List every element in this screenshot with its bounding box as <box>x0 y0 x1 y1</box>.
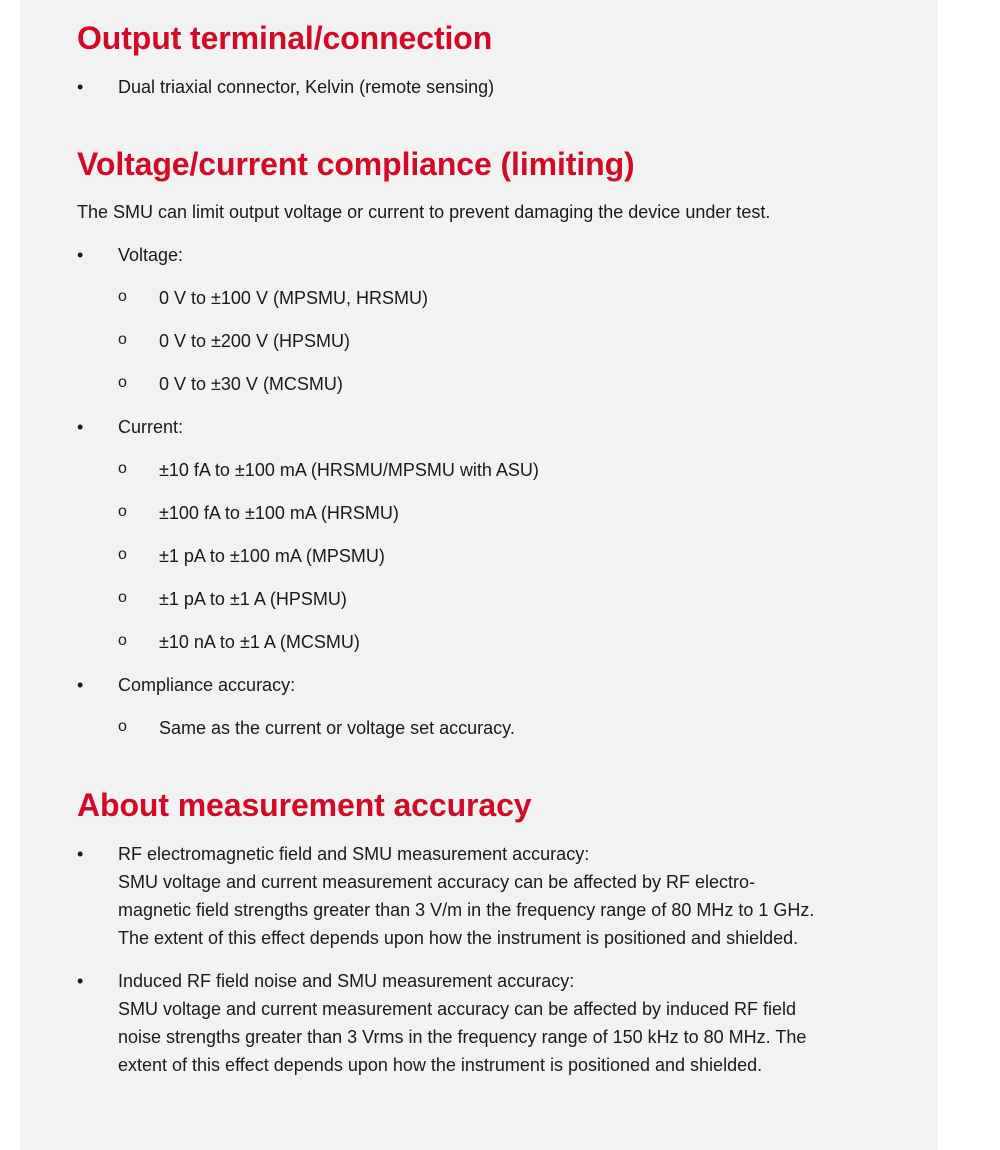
sub-bullet-icon: o <box>118 331 127 348</box>
list-item-text-line: noise strengths greater than 3 Vrms in the frequency range of 150 kHz to 80 MHz. The <box>118 1027 807 1047</box>
sub-list-item <box>77 499 907 527</box>
sub-list-item-text: Same as the current or voltage set accuracy. <box>159 718 515 738</box>
sub-list-item <box>77 714 907 742</box>
list-item-text-line: SMU voltage and current measurement accuracy can be affected by RF electro- <box>118 872 755 892</box>
section-measurement-accuracy <box>77 786 907 1079</box>
sub-bullet-icon: o <box>118 374 127 391</box>
section-title: Output terminal/connection <box>77 20 493 56</box>
sub-list-item <box>77 585 907 613</box>
document-content <box>77 0 907 1079</box>
sub-bullet-icon: o <box>118 589 127 606</box>
sub-list-item-text: ±100 fA to ±100 mA (HRSMU) <box>159 503 399 523</box>
sub-list-item <box>77 628 907 656</box>
sub-list-item-text: 0 V to ±100 V (MPSMU, HRSMU) <box>159 288 428 308</box>
list-item-text-line: SMU voltage and current measurement accuracy can be affected by induced RF field <box>118 999 797 1019</box>
sub-list-item-text: ±10 fA to ±100 mA (HRSMU/MPSMU with ASU) <box>159 460 539 480</box>
sub-list-item <box>77 284 907 312</box>
list-item <box>77 241 907 269</box>
section-title: About measurement accuracy <box>77 787 532 823</box>
sub-bullet-icon: o <box>118 288 127 305</box>
sub-list-item-text: 0 V to ±200 V (HPSMU) <box>159 331 350 351</box>
section-output-terminal <box>77 19 907 101</box>
sub-list-item <box>77 542 907 570</box>
list-item-text: Voltage: <box>118 245 184 265</box>
list-item <box>77 840 907 952</box>
sub-bullet-icon: o <box>118 632 127 649</box>
list-item <box>77 671 907 699</box>
sub-list-item-text: ±1 pA to ±1 A (HPSMU) <box>159 589 347 609</box>
list-item-text: Dual triaxial connector, Kelvin (remote sensing) <box>118 77 495 97</box>
sub-bullet-icon: o <box>118 718 127 735</box>
section-title: Voltage/current compliance (limiting) <box>77 146 635 182</box>
sub-bullet-icon: o <box>118 546 127 563</box>
bullet-icon: • <box>77 245 84 265</box>
sub-list-item-text: ±1 pA to ±100 mA (MPSMU) <box>159 546 385 566</box>
list-item-heading: Induced RF field noise and SMU measurement accuracy: <box>118 971 575 991</box>
list-item <box>77 413 907 441</box>
bullet-icon: • <box>77 844 84 864</box>
section-compliance <box>77 145 907 742</box>
sub-list-item-text: 0 V to ±30 V (MCSMU) <box>159 374 343 394</box>
list-item-text: Compliance accuracy: <box>118 675 296 695</box>
sub-list-item <box>77 456 907 484</box>
bullet-icon: • <box>77 417 84 437</box>
list-item-text: Current: <box>118 417 184 437</box>
section-intro: The SMU can limit output voltage or current to prevent damaging the device under test. <box>77 202 771 222</box>
sub-bullet-icon: o <box>118 503 127 520</box>
bullet-icon: • <box>77 971 84 991</box>
sub-bullet-icon: o <box>118 460 127 477</box>
sub-list-item <box>77 327 907 355</box>
list-item-heading: RF electromagnetic field and SMU measurement accuracy: <box>118 844 590 864</box>
list-item-text-line: magnetic field strengths greater than 3 V/m in the frequency range of 80 MHz to 1 GHz. <box>118 900 815 920</box>
list-item-text-line: The extent of this effect depends upon how the instrument is positioned and shielded. <box>118 928 799 948</box>
bullet-icon: • <box>77 675 84 695</box>
bullet-list <box>77 73 907 101</box>
bullet-icon: • <box>77 77 84 97</box>
list-item-text-line: extent of this effect depends upon how the instrument is positioned and shielded. <box>118 1055 763 1075</box>
list-item <box>77 967 907 1079</box>
list-item <box>77 73 907 101</box>
bullet-list <box>77 241 907 742</box>
sub-list-item-text: ±10 nA to ±1 A (MCSMU) <box>159 632 360 652</box>
sub-list-item <box>77 370 907 398</box>
bullet-list <box>77 840 907 1079</box>
